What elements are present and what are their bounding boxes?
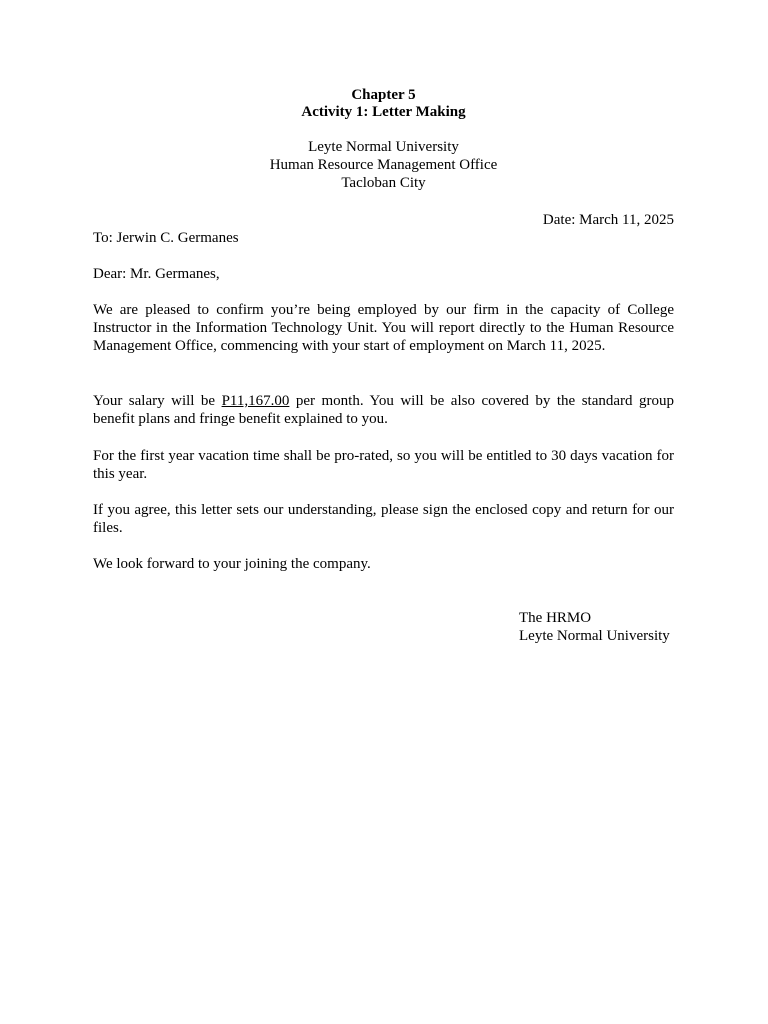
institution-name: Leyte Normal University — [308, 139, 459, 155]
paragraph-closing: We look forward to your joining the company. — [93, 556, 371, 572]
activity-heading: Activity 1: Letter Making — [301, 104, 466, 120]
signature-organization: Leyte Normal University — [519, 628, 670, 644]
signature-title: The HRMO — [519, 610, 592, 626]
recipient-line: To: Jerwin C. Germanes — [93, 230, 239, 246]
salary-amount: P11,167.00 — [221, 393, 290, 409]
salary-text-before: Your salary will be — [93, 393, 222, 409]
letter-date: Date: March 11, 2025 — [542, 212, 674, 228]
chapter-heading: Chapter 5 — [351, 87, 416, 103]
paragraph-vacation: For the first year vacation time shall be pro-rated, so you will be entitled to 30 days vacation for this year. — [93, 448, 674, 482]
salutation: Dear: Mr. Germanes, — [93, 266, 220, 282]
salary-text-after: per month. You will be also covered by the standard group benefit plans and fringe benefit explained to you. — [93, 393, 674, 427]
paragraph-salary — [93, 392, 674, 428]
institution-office: Human Resource Management Office — [269, 157, 498, 173]
institution-city: Tacloban City — [341, 175, 426, 191]
paragraph-agreement: If you agree, this letter sets our understanding, please sign the enclosed copy and return for our files. — [93, 502, 674, 536]
paragraph-employment: We are pleased to confirm you’re being employed by our firm in the capacity of College Instructor in the Information Technology Unit. You will report directly to the Human Resource Management Office, commencing with your start of employment on March 11, 2025. — [93, 302, 674, 354]
